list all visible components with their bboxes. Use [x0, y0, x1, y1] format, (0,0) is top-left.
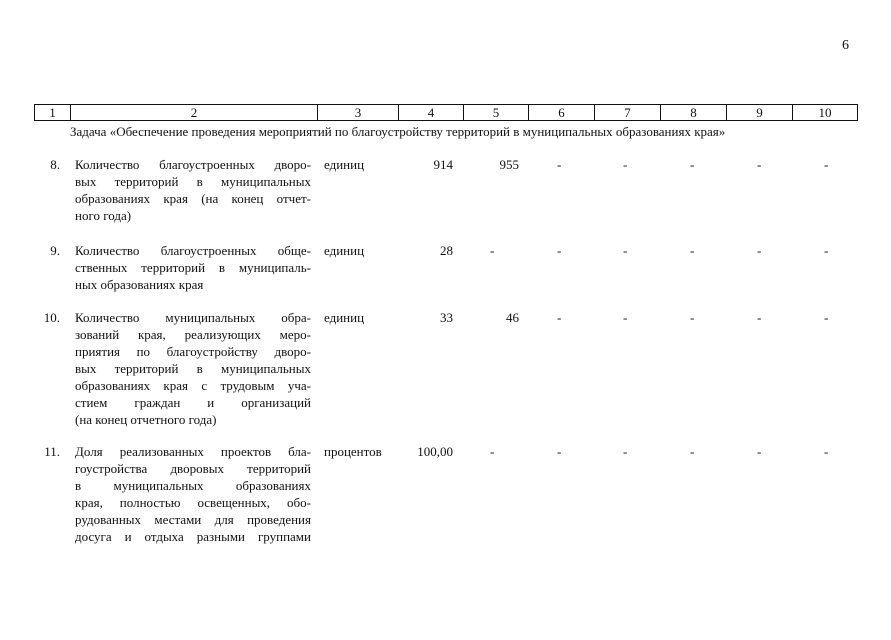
row-description	[75, 156, 311, 224]
header-col-2: 2	[71, 105, 318, 121]
row-value-col7: -	[623, 243, 628, 258]
row-value-col8: -	[690, 243, 695, 258]
row-value-col6: -	[557, 157, 562, 172]
header-col-7: 7	[595, 105, 661, 121]
description-line: ного года)	[75, 208, 132, 223]
row-value-col5: 46	[506, 310, 519, 325]
description-line: Количество благоустроенных обще-	[75, 243, 311, 258]
header-row	[35, 105, 858, 121]
row-value-col4: 33	[440, 310, 453, 325]
column-number-header	[34, 104, 858, 121]
header-col-9: 9	[727, 105, 793, 121]
description-line: Количество муниципальных обра-	[75, 310, 311, 325]
description-line: Количество благоустроенных дворо-	[75, 157, 311, 172]
row-value-col5: -	[490, 243, 495, 258]
row-value-col9: -	[757, 243, 762, 258]
row-value-col4: 100,00	[417, 444, 453, 459]
description-line: вых территорий в муниципальных	[75, 174, 311, 189]
description-line: стием граждан и организаций	[75, 395, 311, 410]
header-col-3: 3	[318, 105, 399, 121]
row-value-col6: -	[557, 243, 562, 258]
description-line: образованиях края с трудовым уча-	[75, 378, 311, 393]
description-line: приятия по благоустройству дворо-	[75, 344, 311, 359]
header-col-6: 6	[529, 105, 595, 121]
row-unit: процентов	[324, 444, 382, 459]
header-col-10: 10	[793, 105, 858, 121]
row-value-col4: 28	[440, 243, 453, 258]
description-line: в муниципальных образованиях	[75, 478, 311, 493]
row-value-col8: -	[690, 157, 695, 172]
description-line: края, полностью освещенных, обо-	[75, 495, 311, 510]
row-value-col4: 914	[433, 157, 453, 172]
description-line: рудованных местами для проведения	[75, 512, 311, 527]
description-line: зований края, реализующих меро-	[75, 327, 311, 342]
row-number: 10.	[43, 310, 60, 325]
header-col-8: 8	[661, 105, 727, 121]
header-col-4: 4	[399, 105, 464, 121]
row-unit: единиц	[324, 310, 365, 325]
row-value-col10: -	[824, 243, 829, 258]
description-line: Доля реализованных проектов бла-	[75, 444, 311, 459]
row-value-col8: -	[690, 444, 695, 459]
row-number: 8.	[50, 157, 60, 172]
row-value-col7: -	[623, 444, 628, 459]
row-number: 11.	[44, 444, 60, 459]
row-value-col5: 955	[499, 157, 519, 172]
row-unit: единиц	[324, 243, 365, 258]
row-value-col6: -	[557, 310, 562, 325]
description-line: образованиях края (на конец отчет-	[75, 191, 311, 206]
description-line: ных образованиях края	[75, 277, 204, 292]
row-value-col10: -	[824, 157, 829, 172]
description-line: досуга и отдыха разными группами	[75, 529, 311, 544]
row-value-col10: -	[824, 444, 829, 459]
header-col-1: 1	[35, 105, 71, 121]
page-number: 6	[842, 38, 849, 53]
row-value-col6: -	[557, 444, 562, 459]
row-value-col9: -	[757, 157, 762, 172]
task-title: Задача «Обеспечение проведения мероприятий по благоустройству территорий в муниципальных образованиях края»	[70, 124, 726, 139]
row-description	[75, 242, 311, 293]
row-value-col7: -	[623, 310, 628, 325]
row-value-col5: -	[490, 444, 495, 459]
row-description	[75, 309, 311, 428]
row-value-col7: -	[623, 157, 628, 172]
description-line: вых территорий в муниципальных	[75, 361, 311, 376]
description-line: (на конец отчетного года)	[75, 412, 217, 427]
row-value-col9: -	[757, 310, 762, 325]
description-line: ственных территорий в муниципаль-	[75, 260, 311, 275]
description-line: гоустройства дворовых территорий	[75, 461, 311, 476]
row-description	[75, 443, 311, 545]
row-value-col9: -	[757, 444, 762, 459]
row-number: 9.	[50, 243, 60, 258]
row-value-col8: -	[690, 310, 695, 325]
header-col-5: 5	[464, 105, 529, 121]
row-unit: единиц	[324, 157, 365, 172]
row-value-col10: -	[824, 310, 829, 325]
